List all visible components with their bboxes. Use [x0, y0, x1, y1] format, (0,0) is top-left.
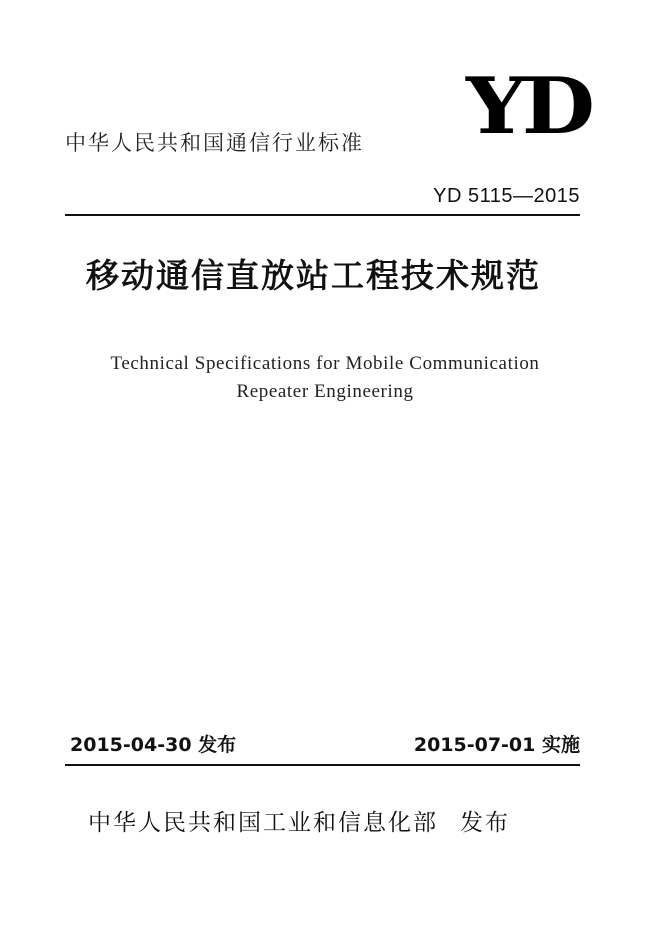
- standard-category: 中华人民共和国通信行业标准: [65, 131, 364, 155]
- title-english-line-2: Repeater Engineering: [236, 381, 414, 402]
- title-english: [0, 350, 650, 406]
- top-divider: [65, 214, 580, 216]
- implement-date: 2015-07-01 实施: [413, 734, 580, 756]
- publish-date: 2015-04-30 发布: [70, 734, 237, 756]
- publisher-name: 中华人民共和国工业和信息化部: [88, 810, 438, 836]
- title-english-line-1: Technical Specifications for Mobile Communication: [110, 353, 540, 374]
- publisher-line: [88, 807, 510, 839]
- publish-label: 发布: [460, 810, 510, 836]
- standard-number: YD 5115—2015: [433, 185, 580, 207]
- title-chinese: 移动通信直放站工程技术规范: [86, 256, 541, 295]
- bottom-divider: [65, 764, 580, 766]
- yd-logo: YD: [466, 61, 591, 152]
